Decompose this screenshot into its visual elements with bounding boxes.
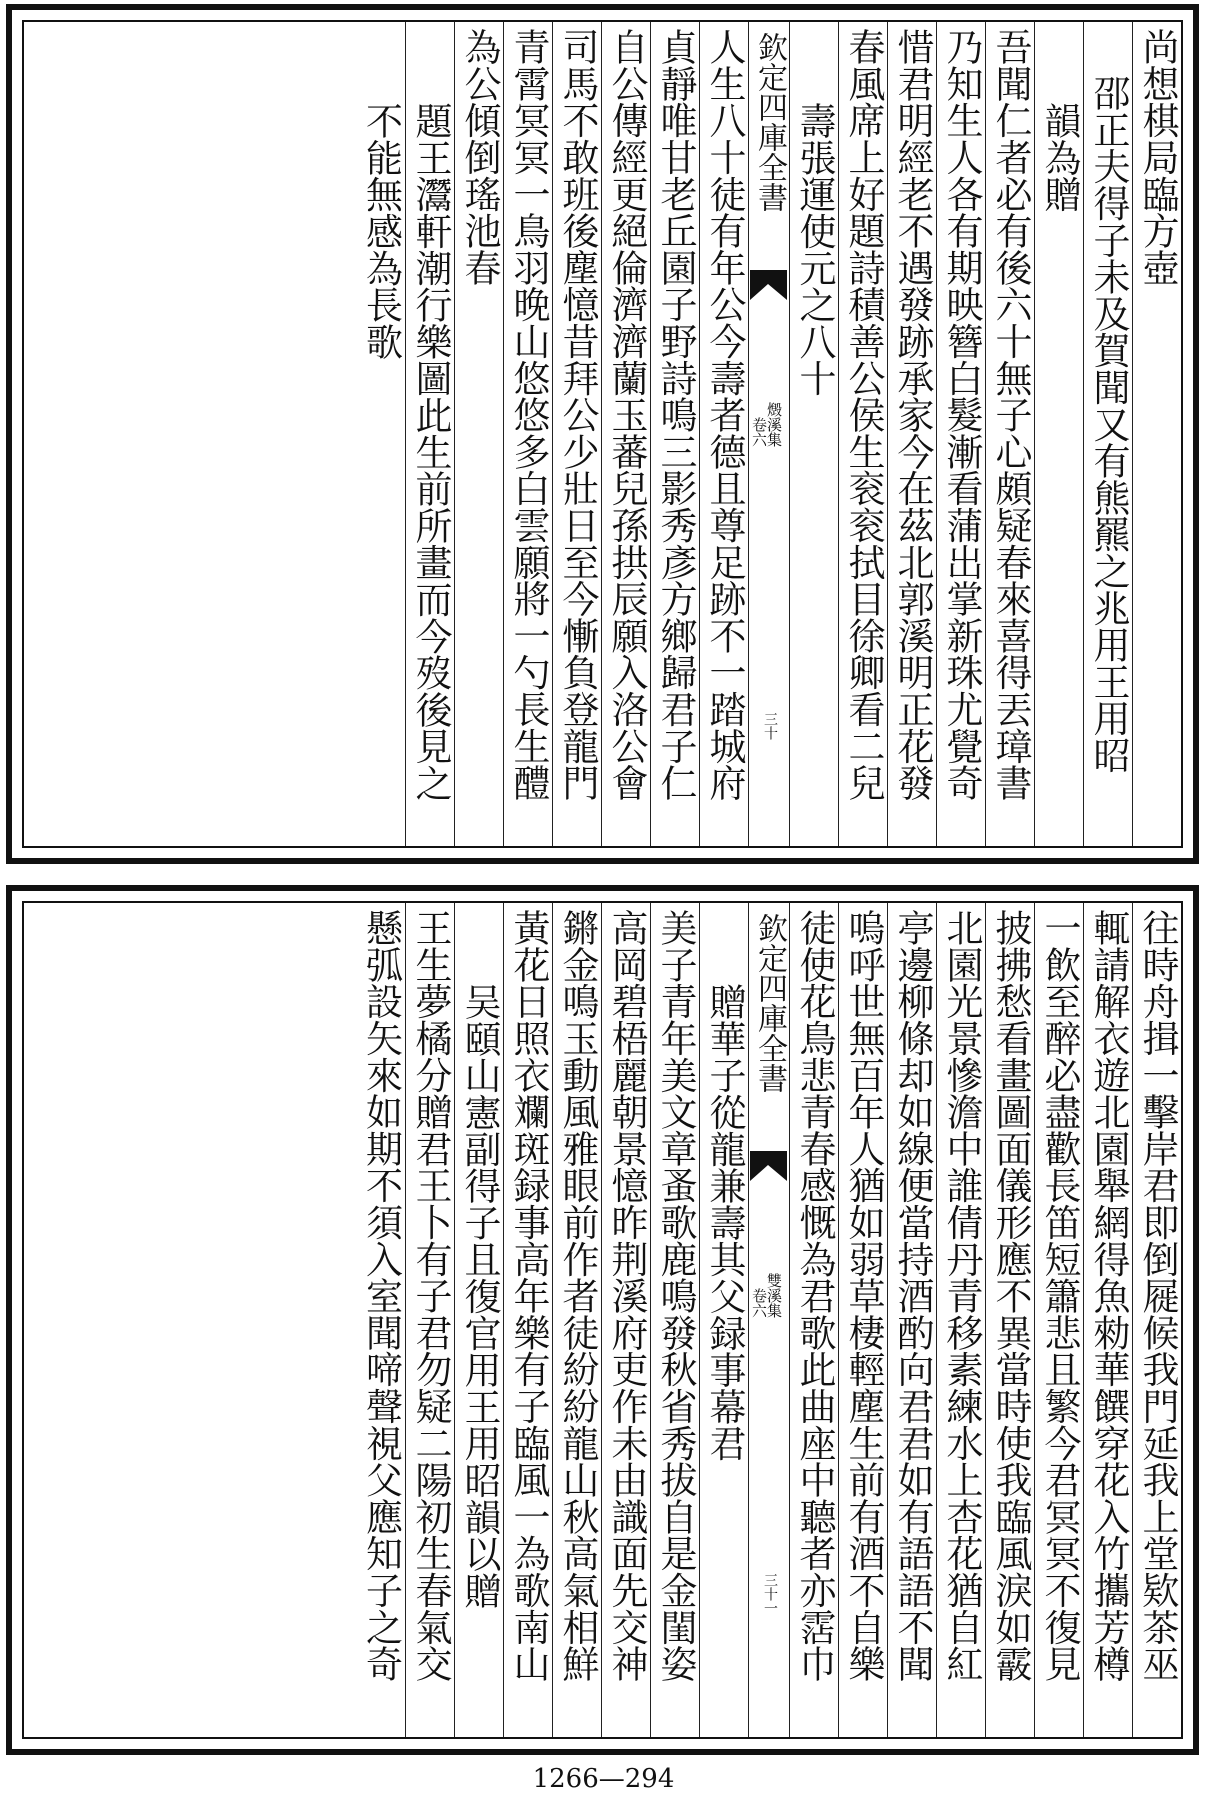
page-number: 三十一	[762, 1573, 778, 1615]
juan-label: 卷六	[750, 1288, 768, 1318]
page-code: 1266—294	[532, 1764, 675, 1794]
text-column	[789, 22, 838, 846]
column-text: 人生八十徒有年公今壽者德且尊足跡不一踏城府	[703, 28, 746, 801]
column-text: 贈華子從龍兼壽其父録事幕君	[703, 983, 746, 1462]
page-number: 三十	[762, 712, 778, 740]
text-column	[405, 22, 454, 846]
text-column	[503, 903, 552, 1737]
book-title: 欽定四庫全書	[752, 32, 787, 212]
text-column	[789, 903, 838, 1737]
upper-book-page	[6, 4, 1199, 864]
column-text: 嗚呼世無百年人猶如弱草棲輕塵生前有酒不自樂	[842, 909, 885, 1682]
column-text: 自公傳經更絕倫濟濟蘭玉蕃兒孫拱辰願入洛公會	[605, 28, 648, 801]
column-text: 邵正夫得子未及賀聞又有熊羆之兆用王用昭	[1087, 74, 1130, 774]
column-text: 吾聞仁者必有後六十無子心頗疑春來喜得丟璋書	[989, 28, 1032, 801]
column-text: 壽張運使元之八十	[793, 102, 836, 397]
column-text: 題王灊軒潮行樂圖此生前所畫而今歿後見之	[409, 102, 452, 802]
column-text: 披拂愁看畫圖面儀形應不異當時使我臨風淚如霰	[989, 909, 1032, 1682]
fishtail-mark-icon	[750, 270, 787, 300]
column-text: 春風席上好題詩積善公侯生衮衮拭目徐卿看二兒	[842, 28, 885, 801]
collection-name: 雙溪集	[765, 1273, 783, 1318]
column-text: 司馬不敢班後塵憶昔拜公少壯日至今慚負登龍門	[556, 28, 599, 801]
text-column	[1083, 22, 1132, 846]
column-text: 韻為贈	[1038, 102, 1081, 213]
column-text: 惜君明經老不遇發跡承家今在茲北郭溪明正花發	[891, 28, 934, 801]
text-column	[454, 22, 503, 846]
column-text: 一飲至醉必盡歡長笛短簫悲且繁今君冥冥不復見	[1038, 909, 1081, 1682]
text-column	[552, 22, 601, 846]
text-column	[1132, 22, 1181, 846]
column-text: 乃知生人各有期映簪白髮漸看蒲出掌新珠尤覺奇	[940, 28, 983, 801]
text-column	[985, 22, 1034, 846]
column-text: 輒請解衣遊北園舉網得魚勑華饌穿花入竹攜芳樽	[1087, 909, 1130, 1682]
column-text: 吴頤山憲副得子且復官用王用昭韻以贈	[458, 983, 501, 1609]
text-column	[1034, 22, 1083, 846]
text-column	[887, 22, 936, 846]
text-column	[601, 903, 650, 1737]
text-column	[1132, 903, 1181, 1737]
text-column	[1083, 903, 1132, 1737]
text-column	[985, 903, 1034, 1737]
column-text: 貞靜唯甘老丘園子野詩鳴三影秀彥方鄉歸君子仁	[654, 28, 697, 801]
column-text: 亭邊柳條却如線便當持酒酌向君君如有語語不聞	[891, 909, 934, 1682]
text-column	[650, 22, 699, 846]
column-text: 徒使花鳥悲青春感慨為君歌此曲座中聽者亦霑巾	[793, 909, 836, 1682]
column-text: 鏘金鳴玉動風雅眼前作者徒紛紛龍山秋高氣相鮮	[556, 909, 599, 1682]
column-text: 北園光景慘澹中誰倩丹青移素練水上杏花猶自紅	[940, 909, 983, 1682]
text-column	[356, 22, 405, 846]
book-title: 欽定四庫全書	[752, 913, 787, 1093]
text-column	[405, 903, 454, 1737]
upper-page-frame	[22, 20, 1183, 848]
text-column	[650, 903, 699, 1737]
text-column	[552, 903, 601, 1737]
text-column	[699, 22, 748, 846]
lower-page-frame	[22, 901, 1183, 1739]
text-column	[356, 903, 405, 1737]
column-text: 高岡碧梧麗朝景憶昨荆溪府吏作未由識面先交神	[605, 909, 648, 1682]
text-column	[887, 903, 936, 1737]
column-text: 黃花日照衣斕斑録事高年樂有子臨風一為歌南山	[507, 909, 550, 1682]
text-column	[838, 22, 887, 846]
column-text: 為公傾倒瑤池春	[458, 28, 501, 286]
text-column	[936, 22, 985, 846]
column-text: 尚想棋局臨方壺	[1136, 28, 1179, 286]
text-column	[838, 903, 887, 1737]
text-column	[503, 22, 552, 846]
collection-name: 燬溪集	[765, 402, 783, 447]
column-text: 王生夢橘分贈君王卜有子君勿疑二陽初生春氣交	[409, 909, 452, 1682]
center-fold-column	[748, 22, 789, 846]
fishtail-mark-icon	[750, 1151, 787, 1181]
juan-label: 卷六	[750, 417, 768, 447]
text-column	[1034, 903, 1083, 1737]
column-text: 往時舟揖一擊岸君即倒屣候我門延我上堂欵茶巫	[1136, 909, 1179, 1682]
text-column	[699, 903, 748, 1737]
text-column	[454, 903, 503, 1737]
lower-book-page	[6, 885, 1199, 1755]
text-column	[936, 903, 985, 1737]
column-text: 懸弧設矢來如期不須入室聞啼聲視父應知子之奇	[359, 909, 403, 1682]
column-text: 美子青年美文章蚤歌鹿鳴發秋省秀拔自是金閨姿	[654, 909, 697, 1682]
column-text: 不能無感為長歌	[359, 102, 403, 360]
center-fold-column	[748, 903, 789, 1737]
text-column	[601, 22, 650, 846]
column-text: 青霄冥冥一鳥羽晚山悠悠多白雲願將一勺長生醴	[507, 28, 550, 801]
